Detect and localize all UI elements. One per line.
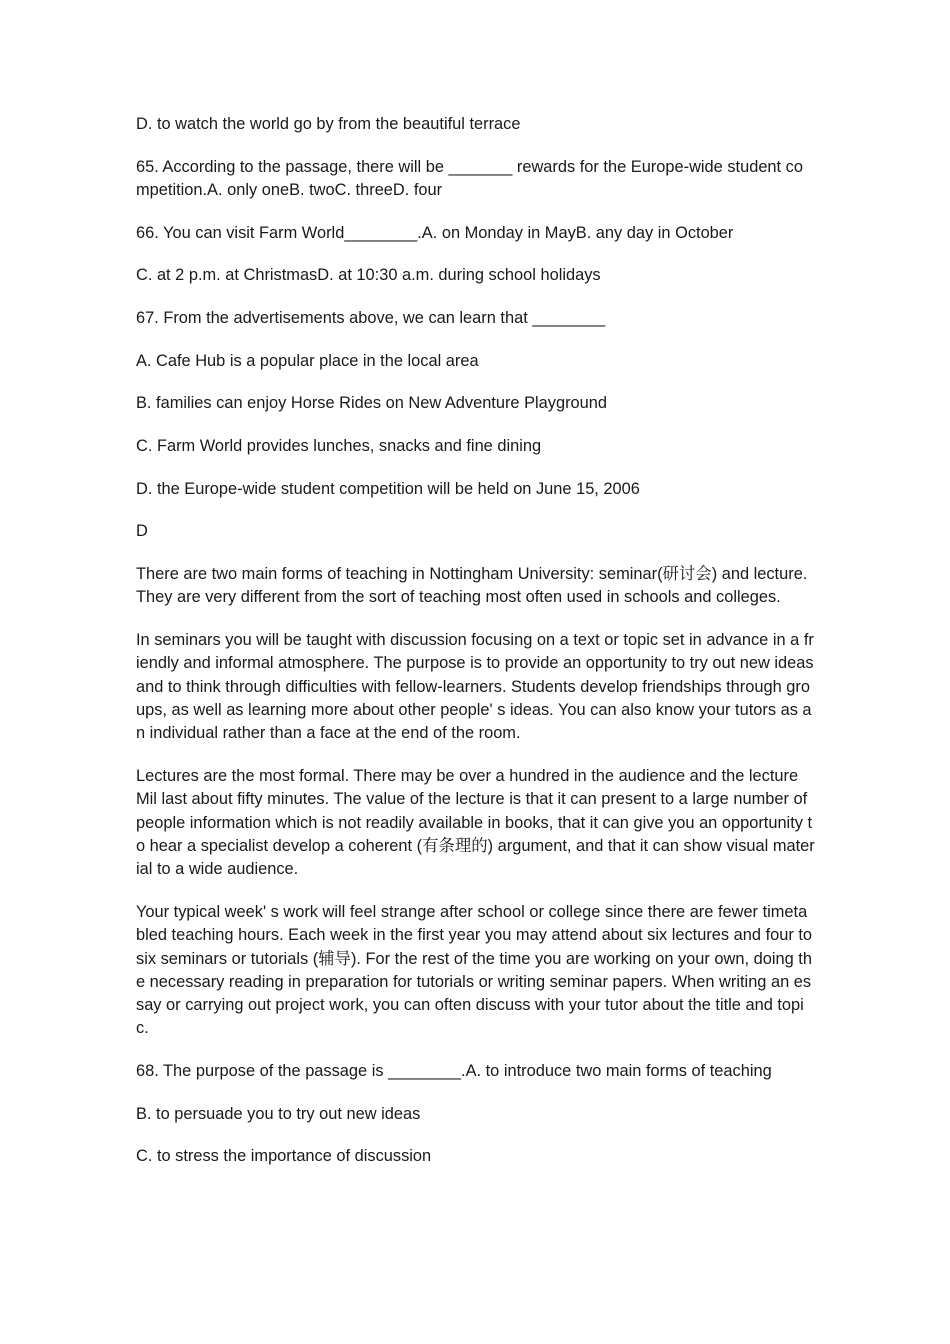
passage-paragraph-4: Your typical week' s work will feel strange after school or college since there are fewer timetabled teaching hours. Each week in the first year you may attend about six lectures and four to six seminars or tutorials (辅导). For the rest of the time you are working on your own, doing the necessary reading in preparation for tutorials or writing seminar papers. When writing an essay or carrying out project work, you can often discuss with your tutor about the title and topic. [136,902,813,1038]
question-67-option-a: A. Cafe Hub is a popular place in the local area [136,351,479,370]
question-66-options: C. at 2 p.m. at ChristmasD. at 10:30 a.m. during school holidays [136,266,601,285]
passage-paragraph-3: Lectures are the most formal. There may be over a hundred in the audience and the lecture Mil last about fifty minutes. The value of the lecture is that it can present to a large number of people information which is not readily available in books, that it can give you an opportunity to hear a specialist develop a coherent (有条理的) argument, and that it can show visual material to a wide audience. [136,767,815,879]
question-68-option-b: B. to persuade you to try out new ideas [136,1104,421,1123]
document-page [136,113,816,1188]
question-67-option-c: C. Farm World provides lunches, snacks and fine dining [136,437,542,456]
question-65: 65. According to the passage, there will be _______ rewards for the Europe-wide student competition.A. only oneB. twoC. threeD. four [136,157,803,199]
question-67-option-b: B. families can enjoy Horse Rides on New Adventure Playground [136,394,608,413]
question-68: 68. The purpose of the passage is ________.A. to introduce two main forms of teaching [136,1062,772,1081]
question-67: 67. From the advertisements above, we can learn that ________ [136,309,606,328]
passage-paragraph-1: There are two main forms of teaching in Nottingham University: seminar(研讨会) and lecture. They are very different from the sort of teaching most often used in schools and colleges. [136,565,808,607]
question-66: 66. You can visit Farm World________.A. on Monday in MayB. any day in October [136,223,734,242]
section-heading-d: D [136,522,148,541]
passage-paragraph-2: In seminars you will be taught with discussion focusing on a text or topic set in advance in a friendly and informal atmosphere. The purpose is to provide an opportunity to try out new ideas and to think through difficulties with fellow-learners. Students develop friendships through groups, as well as learning more about other people' s ideas. You can also know your tutors as an individual rather than a face at the end of the room. [136,631,814,743]
answer-option-d-64: D. to watch the world go by from the beautiful terrace [136,115,521,133]
question-68-option-c: C. to stress the importance of discussion [136,1147,432,1166]
question-67-option-d: D. the Europe-wide student competition will be held on June 15, 2006 [136,479,640,498]
